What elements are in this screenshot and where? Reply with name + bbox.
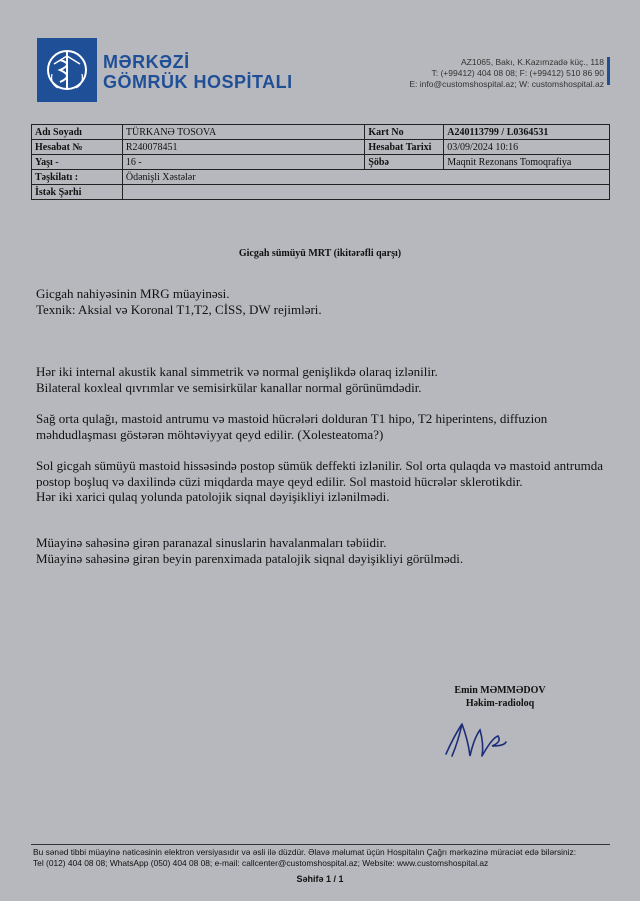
footer-line-1: Bu sənəd tibbi müayinə nəticəsinin elektron versiyasıdır və əsli ilə düzdür. Əlavə məlumat üçün Hospitalın Çağrı mərkəzinə müraciət edə bilərsiniz: bbox=[33, 847, 577, 857]
date-label: Hesabat Tarixi bbox=[365, 140, 444, 155]
finding-line: Bilateral koxleal qıvrımlar ve semisirkülar kanallar normal görünümdədir. bbox=[36, 379, 422, 395]
patient-info-table bbox=[31, 124, 610, 200]
footer-note bbox=[33, 847, 613, 869]
doctor-signature bbox=[440, 716, 520, 764]
table-row bbox=[32, 185, 610, 200]
table-row bbox=[32, 140, 610, 155]
request-label: İstək Şərhi bbox=[32, 185, 123, 200]
name-value: TÜRKANƏ TOSOVA bbox=[122, 125, 365, 140]
doctor-name: Emin MƏMMƏDOV bbox=[454, 685, 546, 696]
card-label: Kart No bbox=[365, 125, 444, 140]
contact-address: AZ1065, Bakı, K.Kazımzadə küç., 118 bbox=[460, 57, 604, 67]
exam-line: Gicgah nahiyəsinin MRG müayinəsi. bbox=[36, 286, 230, 301]
finding-line: Hər iki xarici qulaq yolunda patolojik siqnal dəyişikliyi izlənilmədi. bbox=[36, 489, 390, 504]
hospital-logo bbox=[37, 38, 97, 102]
dept-value: Maqnit Rezonans Tomoqrafiya bbox=[444, 155, 610, 170]
medical-caduceus-emblem-icon bbox=[44, 44, 90, 96]
doctor-block bbox=[440, 684, 560, 710]
doctor-title: Həkim-radioloq bbox=[465, 698, 535, 709]
finding-line: Hər iki internal akustik kanal simmetrik və normal genişlikdə olaraq izlənilir. bbox=[36, 364, 438, 379]
age-value: 16 - bbox=[122, 155, 365, 170]
account-label: Hesabat № bbox=[32, 140, 123, 155]
page-number: Səhifə 1 / 1 bbox=[296, 874, 344, 884]
account-value: R240078451 bbox=[122, 140, 365, 155]
footer-line-2: Tel (012) 404 08 08; WhatsApp (050) 404 08 08; e-mail: callcenter@customshospital.az; Website: www.customshospital.az bbox=[33, 858, 489, 868]
dept-label: Şöbə bbox=[365, 155, 444, 170]
contact-email: E: info@customshospital.az; W: customshospital.az bbox=[409, 79, 604, 89]
technique-line: Texnik: Aksial və Koronal T1,T2, CİSS, DW rejimləri. bbox=[36, 301, 322, 317]
contact-accent-bar bbox=[607, 57, 610, 85]
finding-line: Müayinə sahəsinə girən beyin parenximada patalojik siqnal dəyişikliyi görülmədi. bbox=[36, 550, 464, 566]
brand-line-1: MƏRKƏZİ bbox=[103, 52, 190, 72]
table-row bbox=[32, 125, 610, 140]
date-value: 03/09/2024 10:16 bbox=[444, 140, 610, 155]
table-row bbox=[32, 170, 610, 185]
finding-line: Sol gicgah sümüyü mastoid hissəsində postop sümük deffekti izlənilir. Sol orta qulaqda və mastoid antrumda postop boşluq və daxilində cüzi miqdarda maye qeyd edilir. Sol mastoid hücrələr sklerotikdir. bbox=[36, 458, 603, 489]
footer-divider bbox=[31, 844, 610, 845]
table-row bbox=[32, 155, 610, 170]
report-title: Gicgah sümüyü MRT (ikitərəfli qarşı) bbox=[238, 248, 402, 259]
age-label: Yaşı - bbox=[32, 155, 123, 170]
org-label: Təşkilatı : bbox=[32, 170, 123, 185]
brand-line-2: GÖMRÜK HOSPİTALI bbox=[103, 72, 293, 92]
card-value: A240113799 / L0364531 bbox=[444, 125, 610, 140]
findings-left-ear bbox=[36, 458, 606, 505]
contact-block bbox=[409, 57, 604, 90]
exam-description bbox=[36, 286, 606, 317]
org-value: Ödənişli Xəstələr bbox=[122, 170, 609, 185]
hospital-name bbox=[103, 52, 293, 92]
findings-right-ear: Sağ orta qulağı, mastoid antrumu və mastoid hücrələri dolduran T1 hipo, T2 hiperintens, diffuzion məhdudlaşması göstərən möhtəviyyat qeyd edilir. (Xolesteatoma?) bbox=[36, 411, 548, 442]
name-label: Adı Soyadı bbox=[32, 125, 123, 140]
finding-line: Müayinə sahəsinə girən paranazal sinuslarin havalanmaları təbiidir. bbox=[36, 535, 387, 550]
contact-phone: T: (+99412) 404 08 08; F: (+99412) 510 86 90 bbox=[431, 68, 604, 78]
request-value bbox=[122, 185, 609, 200]
findings-other bbox=[36, 535, 606, 566]
findings-ear-canals bbox=[36, 364, 606, 395]
